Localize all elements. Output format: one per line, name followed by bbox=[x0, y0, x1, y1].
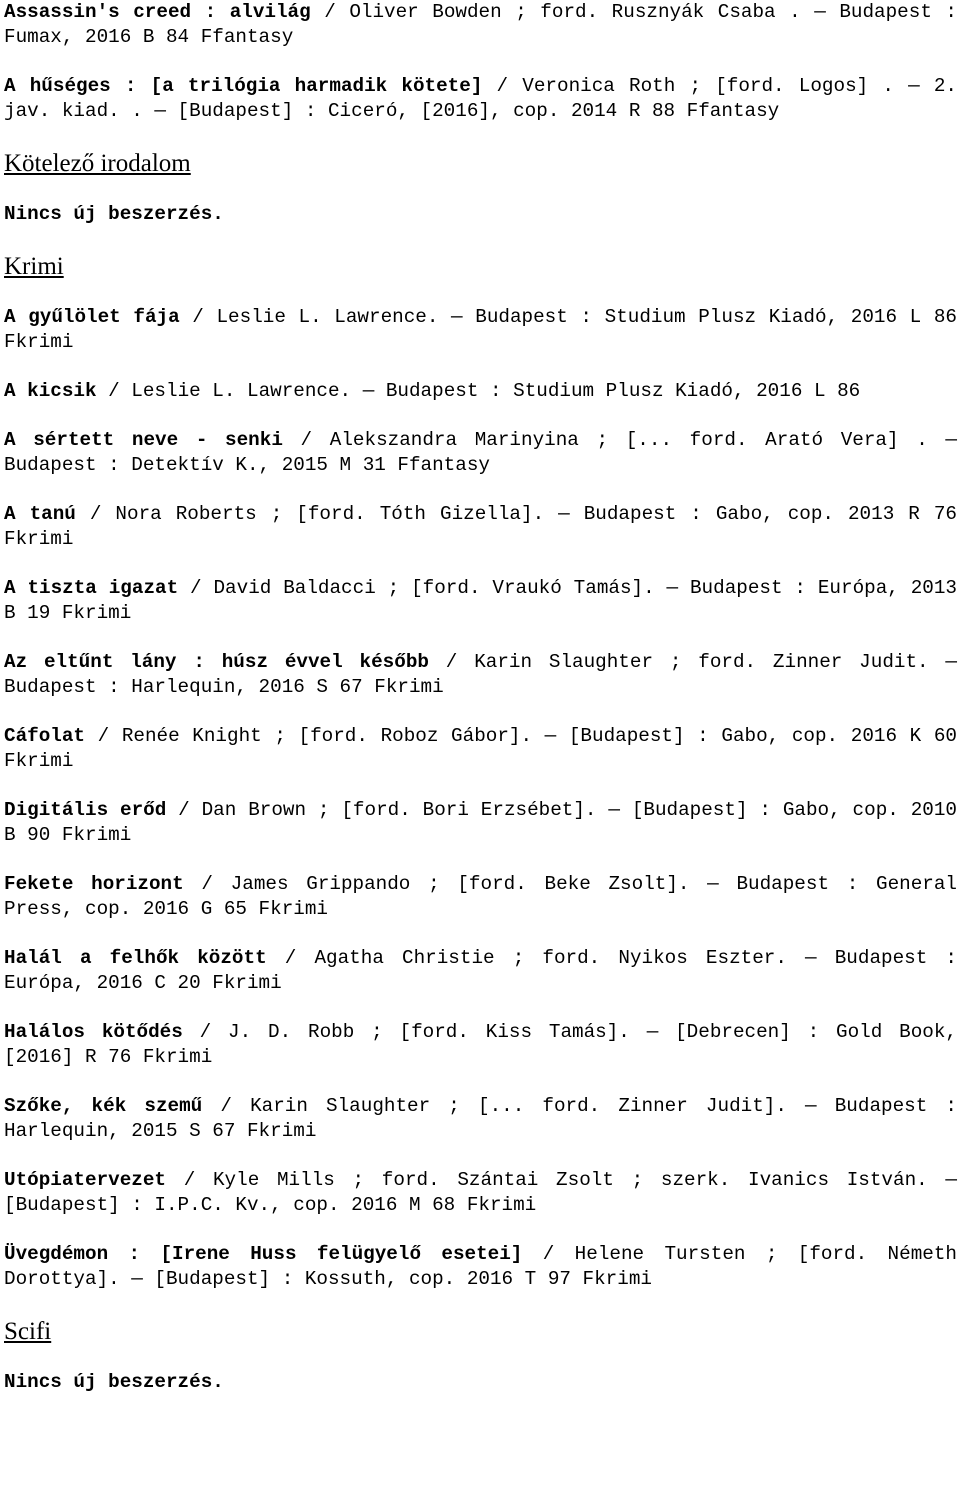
entry-details: / Kyle Mills ; ford. Szántai Zsolt ; szerk. Ivanics István. ― [Budapest] : I.P.C. Kv., cop. 2016 M 68 Fkrimi bbox=[4, 1169, 957, 1216]
catalog-entry bbox=[4, 946, 957, 996]
catalog-entry bbox=[4, 379, 957, 404]
catalog-entry bbox=[4, 724, 957, 774]
catalog-entry bbox=[4, 428, 957, 478]
entry-details: / Veronica Roth ; [ford. Logos] . ― 2. jav. kiad. . ― [Budapest] : Ciceró, [2016], cop. 2014 R 88 Ffantasy bbox=[4, 75, 957, 122]
entry-title: Assassin's creed : alvilág bbox=[4, 1, 311, 23]
entry-title: Fekete horizont bbox=[4, 873, 184, 895]
entry-title: A tanú bbox=[4, 503, 76, 525]
catalog-entry bbox=[4, 0, 957, 50]
entry-details: / Karin Slaughter ; ford. Zinner Judit. ― Budapest : Harlequin, 2016 S 67 Fkrimi bbox=[4, 651, 958, 698]
entry-title: Utópiatervezet bbox=[4, 1169, 166, 1191]
entry-details: / Oliver Bowden ; ford. Rusznyák Csaba . ― Budapest : Fumax, 2016 B 84 Ffantasy bbox=[4, 1, 957, 48]
entry-details: / Helene Tursten ; [ford. Németh Dorottya]. ― [Budapest] : Kossuth, cop. 2016 T 97 Fkrimi bbox=[4, 1243, 957, 1290]
entries-top bbox=[4, 0, 957, 124]
entry-details: / James Grippando ; [ford. Beke Zsolt]. ― Budapest : General Press, cop. 2016 G 65 Fkrimi bbox=[4, 873, 958, 920]
catalog-entry bbox=[4, 1094, 957, 1144]
catalog-entry bbox=[4, 872, 957, 922]
entry-title: Üvegdémon : [Irene Huss felügyelő esetei] bbox=[4, 1243, 523, 1265]
catalog-entry bbox=[4, 650, 957, 700]
entry-details: / Renée Knight ; [ford. Roboz Gábor]. ― [Budapest] : Gabo, cop. 2016 K 60 Fkrimi bbox=[4, 725, 957, 772]
entry-details: / Karin Slaughter ; [... ford. Zinner Judit]. ― Budapest : Harlequin, 2015 S 67 Fkrimi bbox=[4, 1095, 957, 1142]
entry-details: / David Baldacci ; [ford. Vraukó Tamás]. ― Budapest : Európa, 2013 B 19 Fkrimi bbox=[4, 577, 958, 624]
entry-title: Az eltűnt lány : húsz évvel később bbox=[4, 651, 429, 673]
catalog-entry bbox=[4, 798, 957, 848]
catalog-entry bbox=[4, 74, 957, 124]
entry-title: A sértett neve - senki bbox=[4, 429, 283, 451]
section-heading-kotelezo: Kötelező irodalom bbox=[4, 150, 191, 177]
catalog-entry bbox=[4, 1242, 957, 1292]
entry-details: / Leslie L. Lawrence. ― Budapest : Studium Plusz Kiadó, 2016 L 86 bbox=[96, 380, 861, 402]
entry-details: / J. D. Robb ; [ford. Kiss Tamás]. ― [Debrecen] : Gold Book, [2016] R 76 Fkrimi bbox=[4, 1021, 958, 1068]
catalog-entry bbox=[4, 305, 957, 355]
section-heading-scifi: Scifi bbox=[4, 1318, 52, 1345]
catalog-entry bbox=[4, 1168, 957, 1218]
entry-title: Digitális erőd bbox=[4, 799, 167, 821]
entry-title: Halálos kötődés bbox=[4, 1021, 183, 1043]
entry-title: A kicsik bbox=[4, 380, 97, 402]
catalog-entry bbox=[4, 576, 957, 626]
catalog-entry bbox=[4, 1020, 957, 1070]
entry-title: Szőke, kék szemű bbox=[4, 1095, 203, 1117]
entry-details: / Agatha Christie ; ford. Nyikos Eszter. ― Budapest : Európa, 2016 C 20 Fkrimi bbox=[4, 947, 957, 994]
section-note-scifi: Nincs új beszerzés. bbox=[4, 1371, 224, 1393]
entry-title: A gyűlölet fája bbox=[4, 306, 180, 328]
entry-details: / Dan Brown ; [ford. Bori Erzsébet]. ― [Budapest] : Gabo, cop. 2010 B 90 Fkrimi bbox=[4, 799, 957, 846]
entry-title: A hűséges : [a trilógia harmadik kötete] bbox=[4, 75, 483, 97]
entry-details: / Leslie L. Lawrence. ― Budapest : Studium Plusz Kiadó, 2016 L 86 Fkrimi bbox=[4, 306, 957, 353]
entry-title: A tiszta igazat bbox=[4, 577, 179, 599]
entry-details: / Alekszandra Marinyina ; [... ford. Arató Vera] . ― Budapest : Detektív K., 2015 M 31 Ffantasy bbox=[4, 429, 957, 476]
catalog-entry bbox=[4, 502, 957, 552]
section-heading-krimi: Krimi bbox=[4, 253, 64, 280]
entry-title: Cáfolat bbox=[4, 725, 85, 747]
section-note-kotelezo: Nincs új beszerzés. bbox=[4, 203, 224, 225]
krimi-entries bbox=[4, 305, 957, 1292]
entry-title: Halál a felhők között bbox=[4, 947, 267, 969]
entry-details: / Nora Roberts ; [ford. Tóth Gizella]. ― Budapest : Gabo, cop. 2013 R 76 Fkrimi bbox=[4, 503, 957, 550]
